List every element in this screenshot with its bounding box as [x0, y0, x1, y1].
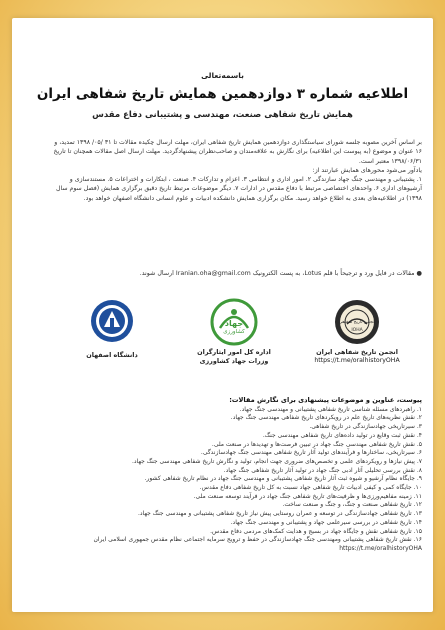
- announcement-panel: [12, 18, 433, 612]
- jahad-logo: [184, 298, 284, 365]
- list-item: ۱۳. تاریخ شفاهی جهادسازندگی در توسعه و عمران روستایی پیش نیاز تاریخ شفاهی پشتیبانی و مهندسی جنگ جهاد.: [137, 510, 422, 518]
- jahad-caption-2: وزرات جهاد کشاورزی: [199, 356, 269, 365]
- list-item: ۱۴. تاریخ شفاهی در بررسی سیرعلمی جهاد و پشتیبانی و مهندسی جنگ جهاد.: [230, 518, 422, 526]
- jahad-emblem-sub: کشاورزی: [223, 329, 245, 335]
- ioha-caption-1: انجمن تاریخ شفاهی ایران: [316, 348, 398, 356]
- intro-paragraph-1: بر اساس آخرین مصوبه جلسه شورای سیاستگذاری دوازدهمین همایش تاریخ شفاهی ایران، مهلت ارسال چکیده مقالات تا ۳۱ /۰۵/ ۱۳۹۸ تمدید، و ۱۶ عنوان و موضوع (به پیوست این اطلاعیه) برای نگارش به علاقه‌مندان و صاحب‌نظران پیشنهادگردید. مهلت ارسال اصل مقالات همچنان تا تاریخ ۱۳۹۸/۰۶/۳۱ معتبر است.: [53, 139, 422, 165]
- ioha-telegram-link[interactable]: https://t.me/oralhistoryOHA: [314, 356, 400, 364]
- list-item: ۸. نقش بررسی تحلیلی آثار ادبی جنگ جهاد در تولید آثار تاریخ شفاهی جنگ جهاد.: [223, 466, 422, 474]
- list-item: ۴. نقش ثبت وقایع در تولید داده‌های تاریخ شفاهی مهندسی جنگ.: [262, 431, 422, 439]
- list-item: ۹. جایگاه نظام آرشیو و شیوه ثبت آثار تاریخ شفاهی پشتیبانی و مهندسی جنگ جهاد در نظام تاریخ شفاهی کشور.: [144, 475, 422, 483]
- ioha-emblem-sub: IOHA: [351, 328, 363, 333]
- isfahan-emblem-icon: [89, 298, 135, 344]
- isfahan-caption: دانشگاه اصفهان: [86, 351, 138, 359]
- list-item: ۵. نقش تاریخ شفاهی مهندسی جنگ جهاد در تبیین فرصت‌ها و تهدیدها در صنعت ملی.: [211, 440, 422, 448]
- ioha-logo: [307, 298, 407, 365]
- logos-row: [62, 298, 407, 378]
- list-item: ۱۵. تاریخ شفاهی نقش و جایگاه جهاد در بسیج و هدایت کمک‌های مردمی دفاع مقدس.: [210, 527, 422, 535]
- list-item: ۱۱. زمینه مفاهیم‌ورزی‌ها و ظرفیت‌های تاریخ شفاهی جنگ جهاد در فرآیند توسعه صنعت ملی.: [193, 492, 422, 500]
- list-item: ۱. راهبردهای مسئله شناسی تاریخ شفاهی پشتیبانی و مهندسی جنگ جهاد.: [239, 405, 422, 413]
- intro-paragraph-2: یادآور می‌شود محورهای همایش عبارتند از:: [312, 166, 422, 174]
- list-item: ۳. سیرتاریخی جهادسازندگی در تاریخ شفاهی.: [309, 423, 422, 431]
- list-item: ۱۰. جایگاه کمی و کیفی ادبیات تاریخ شفاهی جهاد نسبت به کل تاریخ شفاهی دفاع مقدس.: [199, 484, 422, 492]
- basmala: باسمه‌تعالی: [201, 71, 244, 80]
- submission-note: ● مقالات در فایل ورد و ترجیحاً با قلم Lotus، به پست الکترونیک Iranian.oha@gmail.com ارسال شوند.: [139, 270, 422, 277]
- topics-heading: پیوست، عناوین و موضوعات پیشنهادی برای نگارش مقالات:: [229, 396, 422, 404]
- ioha-emblem-text: انجمن تاریخ شفاهی: [338, 320, 376, 325]
- page-title: اطلاعیه شماره ۳ دوازدهمین همایش تاریخ شفاهی ایران: [36, 86, 409, 102]
- jahad-emblem-text: جهاد: [224, 319, 244, 328]
- list-item: ۷. پیش نیازها و رویکردهای علمی و تخصص‌های ضروری جهت انجام، تولید و نگارش تاریخ شفاهی مهندسی جنگ جهاد.: [131, 457, 422, 465]
- intro-paragraph-3: ۱. پشتیبانی و مهندسی جنگ جهاد سازندگی ۲. امور اداری و انتظامی ۳. اعزام و تدارکات ۴. صنعت ، ابتکارات و اختراعات ۵. مستندسازی و آرشیوهای اداری ۶. واحدهای اختصاصی مرتبط با دفاع مقدس در ادارات ۷. دیگر موضوعات مرتبط تاریخ دقیق برگزاری همایش (فصل سوم سال ۱۳۹۸) در اطلاعیه‌های بعدی به اطلاع خواهد رسید. مکان برگزاری همایش دانشکده ادبیات و علوم انسانی دانشگاه اصفهان خواهد بود.: [55, 176, 422, 202]
- list-item: ۱۶. نقش تاریخ شفاهی پشتیبانی ومهندسی جنگ جهادسازندگی در حفظ و ترویج سرمایه اجتماعی نظام مقدس جمهوری اسلامی ایران: [93, 536, 422, 544]
- topics-section: [48, 396, 422, 554]
- isfahan-university-logo: [62, 298, 162, 360]
- list-item: ۲. نقش نظریه‌های تاریخ علم در رویکردهای تاریخ شفاهی مهندسی جنگ جهاد.: [230, 414, 422, 422]
- page-subtitle: همایش تاریخ شفاهی صنعت، مهندسی و پشتیبانی دفاع مقدس: [92, 110, 353, 120]
- topics-list: [48, 406, 422, 545]
- footer-telegram-link[interactable]: https://t.me/oralhistoryOHA: [339, 544, 422, 552]
- intro-text: [48, 138, 422, 203]
- list-item: ۶. سیرتاریخی، ساختارها و فرآیندهای تولید آثار تاریخ شفاهی مهندسی جنگ جهادسازندگی.: [200, 449, 422, 457]
- jahad-caption-1: اداره کل امور ایثارگران: [197, 348, 271, 356]
- list-item: ۱۲. تاریخ شفاهی صنعت و جنگ، و جنگ و صنعت ساخت.: [282, 501, 422, 509]
